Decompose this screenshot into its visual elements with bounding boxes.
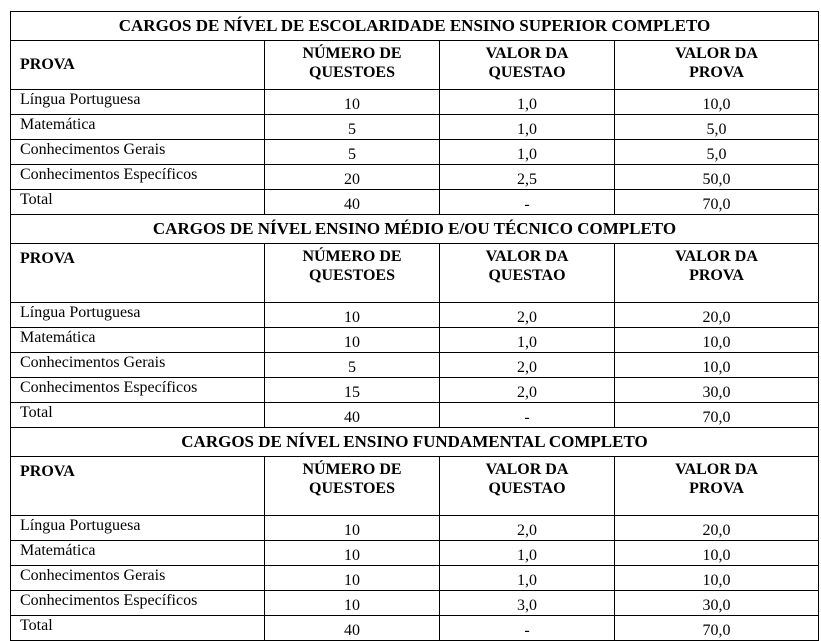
cell-valor-questao: 1,0 bbox=[440, 541, 615, 566]
cell-valor-prova: 10,0 bbox=[615, 328, 819, 353]
cell-valor-prova: 5,0 bbox=[615, 115, 819, 140]
cell-prova: Conhecimentos Específicos bbox=[11, 165, 265, 190]
cell-numero: 5 bbox=[265, 115, 440, 140]
total-row bbox=[11, 616, 819, 641]
cell-valor-questao: - bbox=[440, 616, 615, 641]
table-row bbox=[11, 516, 819, 541]
cell-valor-prova: 70,0 bbox=[615, 190, 819, 215]
table-row bbox=[11, 115, 819, 140]
cell-valor-prova: 10,0 bbox=[615, 353, 819, 378]
cell-numero: 10 bbox=[265, 303, 440, 328]
header-prova: PROVA bbox=[11, 41, 265, 90]
cell-numero: 10 bbox=[265, 566, 440, 591]
cell-prova: Língua Portuguesa bbox=[11, 303, 265, 328]
cell-valor-prova: 70,0 bbox=[615, 616, 819, 641]
header-prova: PROVA bbox=[11, 457, 265, 516]
header-valor-prova: VALOR DA PROVA bbox=[615, 244, 819, 303]
cell-numero: 20 bbox=[265, 165, 440, 190]
cell-valor-questao: 3,0 bbox=[440, 591, 615, 616]
header-valor-questao: VALOR DA QUESTAO bbox=[440, 41, 615, 90]
cell-valor-prova: 10,0 bbox=[615, 541, 819, 566]
cell-valor-prova: 5,0 bbox=[615, 140, 819, 165]
table-row bbox=[11, 90, 819, 115]
table-row bbox=[11, 140, 819, 165]
section-title: CARGOS DE NÍVEL ENSINO MÉDIO E/OU TÉCNICO COMPLETO bbox=[11, 215, 819, 244]
table-row bbox=[11, 591, 819, 616]
cell-valor-questao: - bbox=[440, 190, 615, 215]
cell-numero: 15 bbox=[265, 378, 440, 403]
cell-numero: 40 bbox=[265, 403, 440, 428]
cell-valor-questao: 1,0 bbox=[440, 90, 615, 115]
cell-valor-prova: 70,0 bbox=[615, 403, 819, 428]
total-row bbox=[11, 403, 819, 428]
cell-numero: 10 bbox=[265, 591, 440, 616]
cell-prova: Matemática bbox=[11, 541, 265, 566]
cell-numero: 10 bbox=[265, 541, 440, 566]
cell-prova: Conhecimentos Específicos bbox=[11, 591, 265, 616]
section-title: CARGOS DE NÍVEL ENSINO FUNDAMENTAL COMPLETO bbox=[11, 428, 819, 457]
cell-prova: Total bbox=[11, 403, 265, 428]
section-title-row bbox=[11, 12, 819, 41]
header-valor-prova: VALOR DA PROVA bbox=[615, 457, 819, 516]
cell-valor-prova: 10,0 bbox=[615, 90, 819, 115]
cell-valor-prova: 30,0 bbox=[615, 378, 819, 403]
table-row bbox=[11, 353, 819, 378]
cell-valor-questao: - bbox=[440, 403, 615, 428]
cell-numero: 10 bbox=[265, 516, 440, 541]
column-header-row bbox=[11, 244, 819, 303]
cell-valor-questao: 2,5 bbox=[440, 165, 615, 190]
section-title-row bbox=[11, 215, 819, 244]
cell-prova: Língua Portuguesa bbox=[11, 90, 265, 115]
cell-numero: 10 bbox=[265, 90, 440, 115]
cell-valor-prova: 10,0 bbox=[615, 566, 819, 591]
cell-valor-questao: 2,0 bbox=[440, 303, 615, 328]
exam-scoring-table bbox=[10, 11, 819, 641]
cell-valor-questao: 1,0 bbox=[440, 140, 615, 165]
cell-valor-prova: 20,0 bbox=[615, 516, 819, 541]
cell-prova: Matemática bbox=[11, 115, 265, 140]
cell-valor-questao: 1,0 bbox=[440, 328, 615, 353]
header-numero-questoes: NÚMERO DE QUESTOES bbox=[265, 244, 440, 303]
table-row bbox=[11, 541, 819, 566]
cell-valor-questao: 1,0 bbox=[440, 566, 615, 591]
cell-prova: Conhecimentos Gerais bbox=[11, 566, 265, 591]
cell-numero: 5 bbox=[265, 140, 440, 165]
header-valor-prova: VALOR DA PROVA bbox=[615, 41, 819, 90]
cell-valor-questao: 2,0 bbox=[440, 516, 615, 541]
table-row bbox=[11, 566, 819, 591]
cell-numero: 10 bbox=[265, 328, 440, 353]
cell-valor-prova: 30,0 bbox=[615, 591, 819, 616]
table-row bbox=[11, 303, 819, 328]
header-prova: PROVA bbox=[11, 244, 265, 303]
cell-valor-questao: 1,0 bbox=[440, 115, 615, 140]
column-header-row bbox=[11, 457, 819, 516]
cell-numero: 5 bbox=[265, 353, 440, 378]
table-row bbox=[11, 378, 819, 403]
column-header-row bbox=[11, 41, 819, 90]
cell-prova: Conhecimentos Específicos bbox=[11, 378, 265, 403]
section-title-row bbox=[11, 428, 819, 457]
cell-valor-prova: 20,0 bbox=[615, 303, 819, 328]
table-row bbox=[11, 165, 819, 190]
header-valor-questao: VALOR DA QUESTAO bbox=[440, 457, 615, 516]
cell-numero: 40 bbox=[265, 190, 440, 215]
total-row bbox=[11, 190, 819, 215]
cell-prova: Total bbox=[11, 190, 265, 215]
cell-valor-prova: 50,0 bbox=[615, 165, 819, 190]
cell-prova: Língua Portuguesa bbox=[11, 516, 265, 541]
cell-numero: 40 bbox=[265, 616, 440, 641]
header-numero-questoes: NÚMERO DE QUESTOES bbox=[265, 41, 440, 90]
cell-valor-questao: 2,0 bbox=[440, 378, 615, 403]
table-row bbox=[11, 328, 819, 353]
cell-prova: Conhecimentos Gerais bbox=[11, 140, 265, 165]
cell-prova: Matemática bbox=[11, 328, 265, 353]
header-numero-questoes: NÚMERO DE QUESTOES bbox=[265, 457, 440, 516]
cell-valor-questao: 2,0 bbox=[440, 353, 615, 378]
cell-prova: Total bbox=[11, 616, 265, 641]
header-valor-questao: VALOR DA QUESTAO bbox=[440, 244, 615, 303]
cell-prova: Conhecimentos Gerais bbox=[11, 353, 265, 378]
section-title: CARGOS DE NÍVEL DE ESCOLARIDADE ENSINO SUPERIOR COMPLETO bbox=[11, 12, 819, 41]
